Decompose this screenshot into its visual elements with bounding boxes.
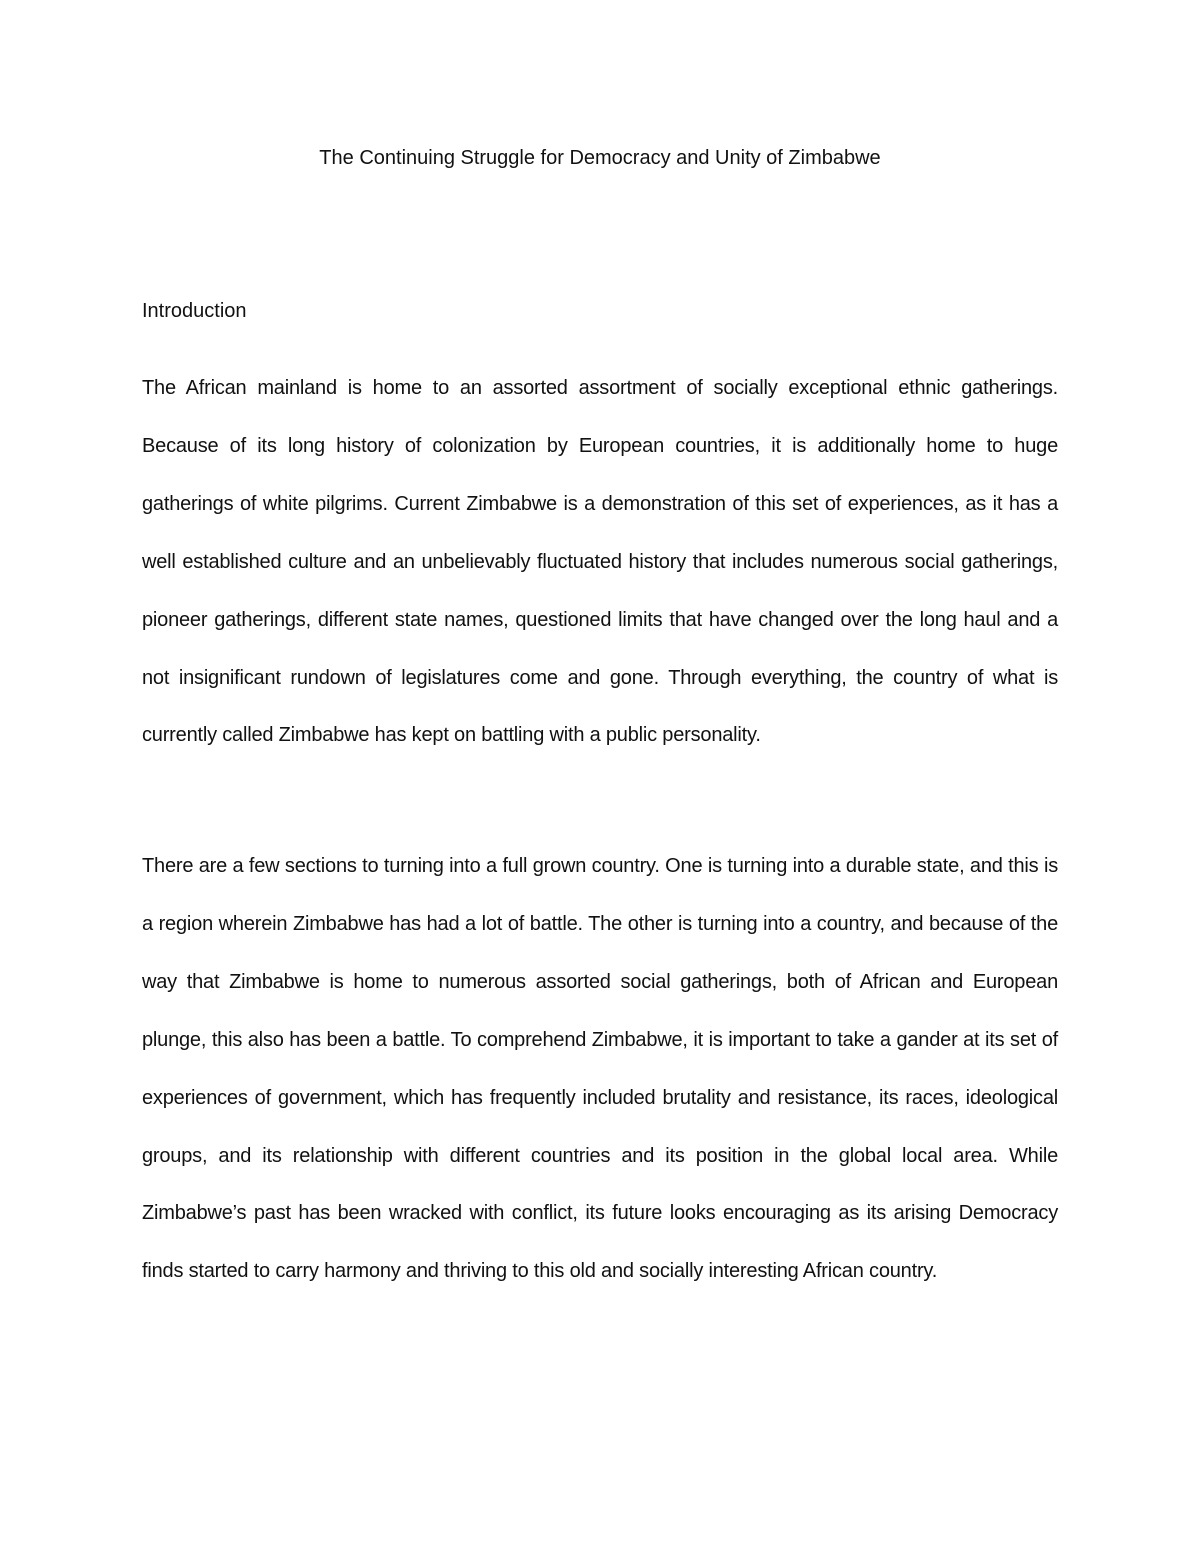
- section-heading-introduction: Introduction: [142, 300, 247, 322]
- body-paragraph-2: There are a few sections to turning into a full grown country. One is turning into a durable state, and this is a region wherein Zimbabwe has had a lot of battle. The other is turning into a country, and because of the way that Zimbabwe is home to numerous assorted social gatherings, both of African and European plunge, this also has been a battle. To comprehend Zimbabwe, it is important to take a gander at its set of experiences of government, which has frequently included brutality and resistance, its races, ideological groups, and its relationship with different countries and its position in the global local area. While Zimbabwe’s past has been wracked with conflict, its future looks encouraging as its arising Democracy finds started to carry harmony and thriving to this old and socially interesting African country.: [142, 855, 1058, 1283]
- body-paragraph-1: The African mainland is home to an assorted assortment of socially exceptional ethnic gatherings. Because of its long history of colonization by European countries, it is additionally home to huge gatherings of white pilgrims. Current Zimbabwe is a demonstration of this set of experiences, as it has a well established culture and an unbelievably fluctuated history that includes numerous social gatherings, pioneer gatherings, different state names, questioned limits that have changed over the long haul and a not insignificant rundown of legislatures come and gone. Through everything, the country of what is currently called Zimbabwe has kept on battling with a public personality.: [142, 377, 1058, 747]
- document-title: The Continuing Struggle for Democracy and Unity of Zimbabwe: [319, 147, 881, 169]
